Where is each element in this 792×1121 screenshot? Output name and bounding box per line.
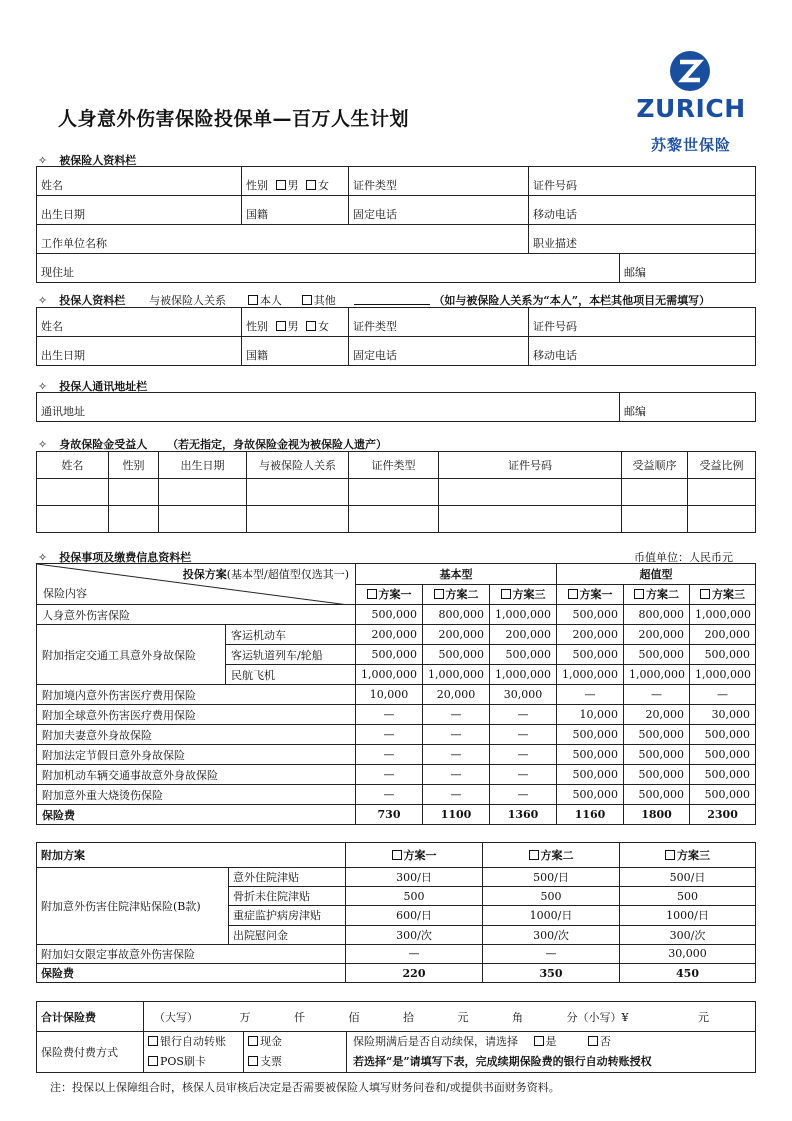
table-row: 附加夫妻意外身故保险 — — — 500,000 500,000 500,000 (37, 725, 756, 745)
insured-occupation-cell[interactable]: 职业描述 (529, 225, 756, 254)
option-checkbox[interactable]: 方案三 (690, 584, 756, 605)
checkbox[interactable] (276, 180, 286, 190)
pay-options-col2 (244, 1032, 347, 1073)
insured-nationality-cell[interactable]: 国籍 (242, 196, 349, 225)
total-amount-field[interactable]: （大写） 万 仟 佰 拾 元 角 分（小写）¥ 元 (144, 1002, 756, 1032)
addon-heading: 附加方案 (37, 843, 346, 868)
plan-table (36, 563, 756, 825)
contact-address-cell[interactable]: 通讯地址 (37, 393, 620, 422)
section-plan-heading: ✧ 投保事项及缴费信息资料栏 (38, 551, 192, 564)
checkbox[interactable] (276, 321, 286, 331)
premium-row: 保险费 730 1100 1360 1160 1800 2300 (37, 805, 756, 825)
column-header: 证件类型 (349, 452, 439, 479)
section-contact-heading: ✧ 投保人通讯地址栏 (38, 380, 148, 393)
table-row: 附加机动车辆交通事故意外身故保险 — — — 500,000 500,000 500,000 (37, 765, 756, 785)
contact-postcode-cell[interactable]: 邮编 (620, 393, 756, 422)
holder-idno-cell[interactable]: 证件号码 (529, 308, 756, 337)
insured-postcode-cell[interactable]: 邮编 (620, 254, 756, 283)
table-row: 附加意外重大烧烫伤保险 — — — 500,000 500,000 500,000 (37, 785, 756, 805)
pay-option-bank[interactable]: 银行自动转账 (148, 1032, 239, 1052)
checkbox[interactable] (306, 180, 316, 190)
column-header: 与被保险人关系 (247, 452, 349, 479)
insured-gender-cell[interactable]: 性别 男 女 (242, 167, 349, 196)
table-row[interactable] (37, 506, 756, 533)
table-row: 附加境内意外伤害医疗费用保险 10,000 20,000 30,000 — — — (37, 685, 756, 705)
section-beneficiary-heading: ✧ 身故保险金受益人 （若无指定，身故保险金视为被保险人遗产） (38, 438, 388, 451)
insured-address-cell[interactable]: 现住址 (37, 254, 620, 283)
section-insured-heading: ✧ 被保险人资料栏 (38, 154, 137, 167)
holder-name-cell[interactable]: 姓名 (37, 308, 242, 337)
insured-idno-cell[interactable]: 证件号码 (529, 167, 756, 196)
pay-method-label: 保险费付费方式 (37, 1032, 144, 1073)
page-title: 人身意外伤害保险投保单—百万人生计划 (58, 108, 410, 130)
total-label: 合计保险费 (37, 1002, 144, 1032)
checkbox[interactable] (302, 295, 312, 305)
insured-idtype-cell[interactable]: 证件类型 (349, 167, 529, 196)
option-checkbox[interactable]: 方案二 (624, 584, 690, 605)
renew-note: 若选择“是”请填写下表，完成续期保险费的银行自动转账授权 (353, 1055, 652, 1068)
policyholder-table (36, 307, 756, 366)
table-row[interactable] (37, 479, 756, 506)
holder-mobile-cell[interactable]: 移动电话 (529, 337, 756, 366)
holder-nationality-cell[interactable]: 国籍 (242, 337, 349, 366)
holder-phone-cell[interactable]: 固定电话 (349, 337, 529, 366)
option-checkbox[interactable]: 方案二 (483, 843, 620, 868)
option-checkbox[interactable]: 方案一 (356, 584, 423, 605)
pay-option-pos[interactable]: POS刷卡 (148, 1052, 239, 1072)
plan-corner-cell: 投保方案(基本型/超值型仅选其一) 保险内容 (37, 564, 356, 605)
option-checkbox[interactable]: 方案三 (490, 584, 557, 605)
total-table (36, 1001, 756, 1073)
zurich-logo (635, 50, 747, 158)
checkbox[interactable] (248, 295, 258, 305)
table-row: 附加法定节假日意外身故保险 — — — 500,000 500,000 500,000 (37, 745, 756, 765)
column-header: 性别 (109, 452, 159, 479)
section-policyholder-heading: ✧ 投保人资料栏 与被保险人关系 本人 其他 （如与被保险人关系为“本人”，本栏其他项目无需填写） (38, 294, 711, 307)
premium-row: 保险费 220 350 450 (37, 963, 756, 982)
table-row: 重症监护病房津贴 600/日 1000/日 1000/日 (37, 906, 756, 925)
insured-phone-cell[interactable]: 固定电话 (349, 196, 529, 225)
option-checkbox[interactable]: 方案一 (557, 584, 624, 605)
holder-birth-cell[interactable]: 出生日期 (37, 337, 242, 366)
option-checkbox[interactable]: 方案二 (423, 584, 490, 605)
table-row: 附加意外伤害住院津贴保险(B款) 意外住院津贴 300/日 500/日 500/日 (37, 868, 756, 887)
column-header: 受益比例 (688, 452, 756, 479)
currency-note: 币值单位：人民币元 (634, 551, 733, 564)
zurich-z-logo-icon (669, 50, 711, 92)
logo-brand-text: ZURICH (636, 94, 746, 123)
renew-yes-checkbox[interactable]: 是 (530, 1035, 557, 1048)
footnote: 注：投保以上保障组合时，核保人员审核后决定是否需要被保险人填写财务问卷和/或提供书面财务资料。 (50, 1081, 560, 1094)
table-row: 出院慰问金 300/次 300/次 300/次 (37, 925, 756, 944)
insured-table (36, 166, 756, 283)
table-row: 人身意外伤害保险 500,000 800,000 1,000,000 500,000 800,000 1,000,000 (37, 605, 756, 625)
insured-name-cell[interactable]: 姓名 (37, 167, 242, 196)
column-header: 受益顺序 (622, 452, 688, 479)
renew-cell: 保险期满后是否自动续保，请选择 是 否 若选择“是”请填写下表，完成续期保险费的银行自动转账授权 (347, 1032, 756, 1073)
premium-type-header: 超值型 (557, 564, 756, 585)
insured-mobile-cell[interactable]: 移动电话 (529, 196, 756, 225)
pay-options-col1 (144, 1032, 244, 1073)
checkbox[interactable] (306, 321, 316, 331)
pay-option-cheque[interactable]: 支票 (248, 1052, 342, 1072)
column-header: 证件号码 (439, 452, 622, 479)
insured-birth-cell[interactable]: 出生日期 (37, 196, 242, 225)
table-row: 民航飞机 1,000,000 1,000,000 1,000,000 1,000,000 1,000,000 1,000,000 (37, 665, 756, 685)
table-row: 附加指定交通工具意外身故保险 客运机动车 200,000 200,000 200,000 200,000 200,000 200,000 (37, 625, 756, 645)
other-relation-input[interactable] (354, 304, 430, 305)
option-checkbox[interactable]: 方案三 (620, 843, 756, 868)
logo-cn-text: 苏黎世保险 (650, 136, 731, 154)
table-row: 客运轨道列车/轮船 500,000 500,000 500,000 500,000 500,000 500,000 (37, 645, 756, 665)
holder-gender-cell[interactable]: 性别 男 女 (242, 308, 349, 337)
contact-table (36, 392, 756, 422)
holder-idtype-cell[interactable]: 证件类型 (349, 308, 529, 337)
basic-type-header: 基本型 (356, 564, 557, 585)
beneficiary-header-row (37, 452, 756, 479)
column-header: 出生日期 (159, 452, 247, 479)
pay-option-cash[interactable]: 现金 (248, 1032, 342, 1052)
beneficiary-table (36, 451, 756, 533)
option-checkbox[interactable]: 方案一 (346, 843, 483, 868)
table-row: 附加妇女限定事故意外伤害保险 — — 30,000 (37, 944, 756, 963)
column-header: 姓名 (37, 452, 109, 479)
insured-employer-cell[interactable]: 工作单位名称 (37, 225, 529, 254)
table-row: 附加全球意外伤害医疗费用保险 — — — 10,000 20,000 30,000 (37, 705, 756, 725)
bullet-icon: ✧ (38, 154, 48, 167)
addon-table (36, 842, 756, 983)
table-row: 骨折未住院津贴 500 500 500 (37, 887, 756, 906)
renew-no-checkbox[interactable]: 否 (584, 1035, 611, 1048)
